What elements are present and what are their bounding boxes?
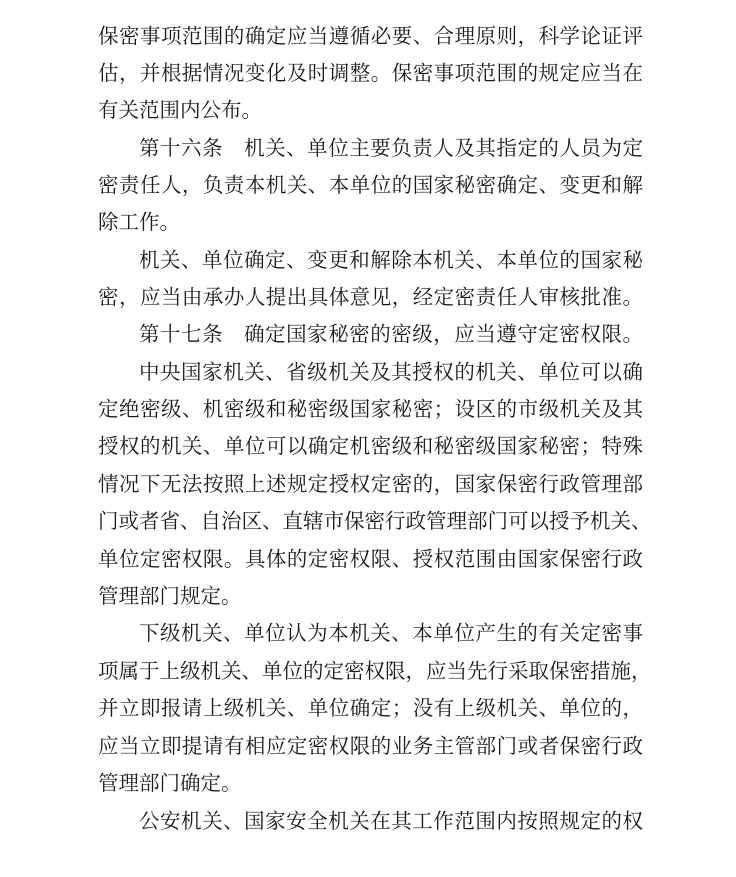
paragraph-1-line-2: 估，并根据情况变化及时调整。保密事项范围的规定应当在 <box>98 61 643 85</box>
paragraph-5-line-1: 中央国家机关、省级机关及其授权的机关、单位可以确 <box>139 360 643 384</box>
article-17-line-1: 第十七条 确定国家秘密的密级，应当遵守定密权限。 <box>139 322 643 346</box>
paragraph-3-line-2: 密，应当由承办人提出具体意见，经定密责任人审核批准。 <box>98 285 643 309</box>
article-16-line-1: 第十六条 机关、单位主要负责人及其指定的人员为定 <box>139 136 643 160</box>
paragraph-5-line-5: 门或者省、自治区、直辖市保密行政管理部门可以授予机关、 <box>98 509 652 533</box>
paragraph-6-line-4: 应当立即提请有相应定密权限的业务主管部门或者保密行政 <box>98 734 643 758</box>
paragraph-1-line-3: 有关范围内公布。 <box>98 98 262 122</box>
paragraph-6-line-1: 下级机关、单位认为本机关、本单位产生的有关定密事 <box>139 621 643 645</box>
paragraph-5-line-2: 定绝密级、机密级和秘密级国家秘密；设区的市级机关及其 <box>98 397 643 421</box>
paragraph-7-line-1: 公安机关、国家安全机关在其工作范围内按照规定的权 <box>139 809 643 833</box>
paragraph-6-line-5: 管理部门确定。 <box>98 771 242 795</box>
paragraph-3-line-1: 机关、单位确定、变更和解除本机关、本单位的国家秘 <box>139 248 643 272</box>
paragraph-5-line-3: 授权的机关、单位可以确定机密级和秘密级国家秘密；特殊 <box>98 434 643 458</box>
paragraph-5-line-7: 管理部门规定。 <box>98 584 242 608</box>
paragraph-6-line-3: 并立即报请上级机关、单位确定；没有上级机关、单位的， <box>98 696 643 720</box>
paragraph-1-line-1: 保密事项范围的确定应当遵循必要、合理原则，科学论证评 <box>98 24 643 48</box>
article-16-line-2: 密责任人，负责本机关、本单位的国家秘密确定、变更和解 <box>98 173 643 197</box>
article-16-line-3: 除工作。 <box>98 210 180 234</box>
paragraph-5-line-6: 单位定密权限。具体的定密权限、授权范围由国家保密行政 <box>98 547 643 571</box>
paragraph-5-line-4: 情况下无法按照上述规定授权定密的，国家保密行政管理部 <box>98 472 643 496</box>
paragraph-6-line-2: 项属于上级机关、单位的定密权限，应当先行采取保密措施， <box>98 659 652 683</box>
